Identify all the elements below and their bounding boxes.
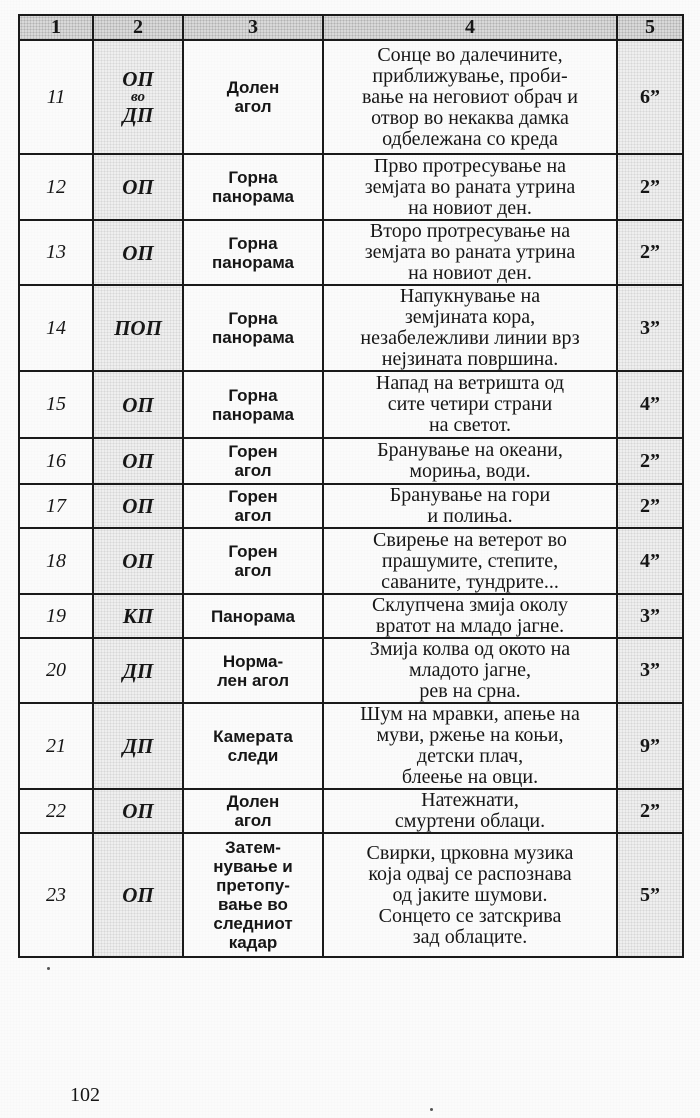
shot-number: 20	[19, 638, 93, 703]
table-row	[19, 220, 683, 285]
cell-line: агол	[234, 97, 272, 116]
shot-number: 16	[19, 438, 93, 484]
cell-line: одбележана со креда	[382, 127, 558, 150]
cell-line: Горен	[228, 542, 278, 561]
cell-line: ОП	[122, 883, 154, 907]
cell-line: Напукнување на	[399, 285, 541, 307]
shot-number: 13	[19, 220, 93, 285]
cell-line: на новиот ден.	[408, 262, 532, 284]
cell-line: муви, ржење на коњи,	[376, 724, 564, 746]
scene-description	[323, 40, 617, 154]
camera-angle	[183, 833, 323, 957]
shot-number: 21	[19, 703, 93, 789]
cell-line: Свирки, црковна музика	[366, 841, 574, 864]
cell-line: КП	[122, 604, 154, 628]
table-row	[19, 638, 683, 703]
cell-line: на новиот ден.	[408, 196, 532, 219]
header-col-1: 1	[19, 15, 93, 40]
table-row	[19, 285, 683, 371]
table-row	[19, 484, 683, 528]
cell-line: која одвај се распознава	[368, 862, 572, 885]
shot-duration: 4”	[617, 371, 683, 438]
cell-line: вање во	[218, 895, 288, 914]
shot-number: 22	[19, 789, 93, 833]
cell-line: и полиња.	[427, 505, 513, 527]
table-row	[19, 40, 683, 154]
cell-line: Горна	[228, 168, 278, 187]
shot-duration: 2”	[617, 789, 683, 833]
cell-line: Горна	[228, 233, 278, 253]
cell-line: саваните, тундрите...	[381, 570, 559, 593]
shot-size	[93, 789, 183, 833]
cell-line: Камерата	[213, 727, 293, 746]
cell-line: на светот.	[428, 414, 512, 436]
cell-line: Змија колва од окото на	[369, 638, 571, 660]
cell-line: во	[130, 89, 145, 105]
scene-description	[323, 789, 617, 833]
shot-list-table	[18, 14, 684, 958]
scene-description	[323, 285, 617, 371]
shot-size	[93, 833, 183, 957]
cell-line: детски плач,	[416, 745, 524, 767]
cell-line: отвор во некаква дамка	[371, 106, 569, 129]
cell-line: Горен	[228, 442, 278, 461]
cell-line: Горна	[228, 385, 278, 405]
cell-line: рев на срна.	[419, 680, 521, 702]
shot-size	[93, 638, 183, 703]
scene-description	[323, 438, 617, 484]
cell-line: прашумите, степите,	[381, 549, 559, 572]
cell-line: панорама	[211, 187, 295, 206]
scene-description	[323, 638, 617, 703]
shot-duration: 3”	[617, 594, 683, 638]
scan-speck	[430, 1108, 433, 1111]
cell-line: зад облаците.	[412, 925, 528, 948]
cell-line: Бранување на гори	[389, 484, 551, 506]
cell-line: Затем-	[225, 838, 281, 857]
table-row	[19, 528, 683, 594]
cell-line: ОП	[122, 175, 154, 199]
camera-angle	[183, 703, 323, 789]
table-row	[19, 594, 683, 638]
scan-speck	[47, 967, 50, 970]
cell-line: лен агол	[216, 670, 290, 690]
scene-description	[323, 833, 617, 957]
cell-line: ОП	[122, 799, 154, 823]
shot-duration: 2”	[617, 154, 683, 220]
cell-line: нејзината површина.	[381, 348, 559, 370]
table-row	[19, 371, 683, 438]
cell-line: Шум на мравки, апење на	[360, 703, 580, 725]
cell-line: мориња, води.	[409, 460, 531, 482]
shot-number: 23	[19, 833, 93, 957]
cell-line: ДП	[122, 103, 154, 127]
shot-size	[93, 594, 183, 638]
cell-line: претопу-	[216, 876, 290, 895]
shot-size	[93, 528, 183, 594]
shot-size	[93, 40, 183, 154]
cell-line: Напад на ветришта од	[375, 372, 565, 394]
table-row	[19, 438, 683, 484]
cell-line: вратот на младо јагне.	[375, 615, 565, 637]
shot-number: 11	[19, 40, 93, 154]
camera-angle	[183, 285, 323, 371]
cell-line: следниот	[213, 914, 293, 933]
cell-line: вање на неговиот обрач и	[362, 85, 578, 108]
shot-duration: 6”	[617, 40, 683, 154]
shot-duration: 4”	[617, 528, 683, 594]
cell-line: панорама	[211, 328, 295, 347]
scene-description	[323, 154, 617, 220]
camera-angle	[183, 484, 323, 528]
scene-description	[323, 484, 617, 528]
shot-size	[93, 438, 183, 484]
page-number: 102	[70, 1084, 100, 1106]
cell-line: Горен	[228, 487, 278, 506]
camera-angle	[183, 528, 323, 594]
shot-duration: 9”	[617, 703, 683, 789]
cell-line: земјата во раната утрина	[364, 175, 576, 198]
shot-number: 12	[19, 154, 93, 220]
cell-line: Свирење на ветерот во	[373, 528, 567, 551]
cell-line: ПОП	[114, 316, 162, 340]
cell-line: следи	[227, 746, 279, 765]
cell-line: агол	[234, 506, 272, 525]
cell-line: ОП	[122, 67, 154, 91]
cell-line: агол	[234, 561, 272, 580]
table-row	[19, 703, 683, 789]
shot-duration: 2”	[617, 484, 683, 528]
cell-line: нување и	[213, 857, 293, 876]
cell-line: приближување, проби-	[372, 64, 568, 87]
cell-line: ОП	[122, 392, 154, 417]
table-row	[19, 833, 683, 957]
cell-line: Норма-	[222, 651, 284, 671]
camera-angle	[183, 594, 323, 638]
cell-line: смуртени облаци.	[394, 810, 546, 832]
cell-line: Натежнати,	[421, 789, 519, 811]
scene-description	[323, 594, 617, 638]
camera-angle	[183, 154, 323, 220]
shot-size	[93, 154, 183, 220]
cell-line: Долен	[226, 792, 280, 811]
header-col-2: 2	[93, 15, 183, 40]
shot-duration: 5”	[617, 833, 683, 957]
cell-line: агол	[234, 811, 272, 830]
header-row	[19, 15, 683, 40]
cell-line: кадар	[228, 933, 278, 952]
shot-number: 17	[19, 484, 93, 528]
cell-line: Панорама	[211, 606, 295, 626]
cell-line: ОП	[122, 494, 154, 518]
cell-line: Сонцето се затскрива	[378, 904, 562, 927]
cell-line: Склупчена змија околу	[371, 594, 569, 616]
shot-number: 18	[19, 528, 93, 594]
camera-angle	[183, 220, 323, 285]
cell-line: панорама	[211, 404, 295, 424]
cell-line: Второ протресување на	[369, 220, 571, 242]
camera-angle	[183, 789, 323, 833]
camera-angle	[183, 438, 323, 484]
shot-size	[93, 285, 183, 371]
scene-description	[323, 220, 617, 285]
header-col-5: 5	[617, 15, 683, 40]
scene-description	[323, 703, 617, 789]
shot-duration: 2”	[617, 438, 683, 484]
cell-line: ДП	[122, 658, 154, 683]
shot-duration: 2”	[617, 220, 683, 285]
cell-line: ОП	[122, 449, 154, 473]
camera-angle	[183, 40, 323, 154]
cell-line: сите четири страни	[387, 393, 553, 415]
cell-line: младото јагне,	[408, 659, 532, 681]
cell-line: ОП	[122, 240, 154, 265]
cell-line: ДП	[122, 734, 154, 758]
shot-size	[93, 703, 183, 789]
cell-line: блеење на овци.	[401, 766, 539, 788]
table-row	[19, 154, 683, 220]
camera-angle	[183, 638, 323, 703]
camera-angle	[183, 371, 323, 438]
header-col-4: 4	[323, 15, 617, 40]
cell-line: земјината кора,	[404, 306, 536, 328]
cell-line: ОП	[122, 549, 154, 573]
scene-description	[323, 528, 617, 594]
table-row	[19, 789, 683, 833]
header-col-3: 3	[183, 15, 323, 40]
cell-line: Сонце во далечините,	[377, 43, 563, 66]
shot-size	[93, 484, 183, 528]
cell-line: од јаките шумови.	[392, 883, 548, 906]
cell-line: Прво протресување на	[373, 154, 567, 177]
shot-size	[93, 371, 183, 438]
shot-size	[93, 220, 183, 285]
cell-line: панорама	[211, 252, 295, 272]
shot-duration: 3”	[617, 285, 683, 371]
shot-number: 19	[19, 594, 93, 638]
shot-number: 14	[19, 285, 93, 371]
scene-description	[323, 371, 617, 438]
shot-number: 15	[19, 371, 93, 438]
cell-line: Горна	[228, 309, 278, 328]
cell-line: Бранување на океани,	[377, 439, 563, 461]
cell-line: агол	[234, 461, 272, 480]
cell-line: Долен	[226, 78, 280, 97]
shot-duration: 3”	[617, 638, 683, 703]
cell-line: земјата во раната утрина	[364, 241, 576, 263]
cell-line: незабележливи линии врз	[360, 327, 580, 349]
